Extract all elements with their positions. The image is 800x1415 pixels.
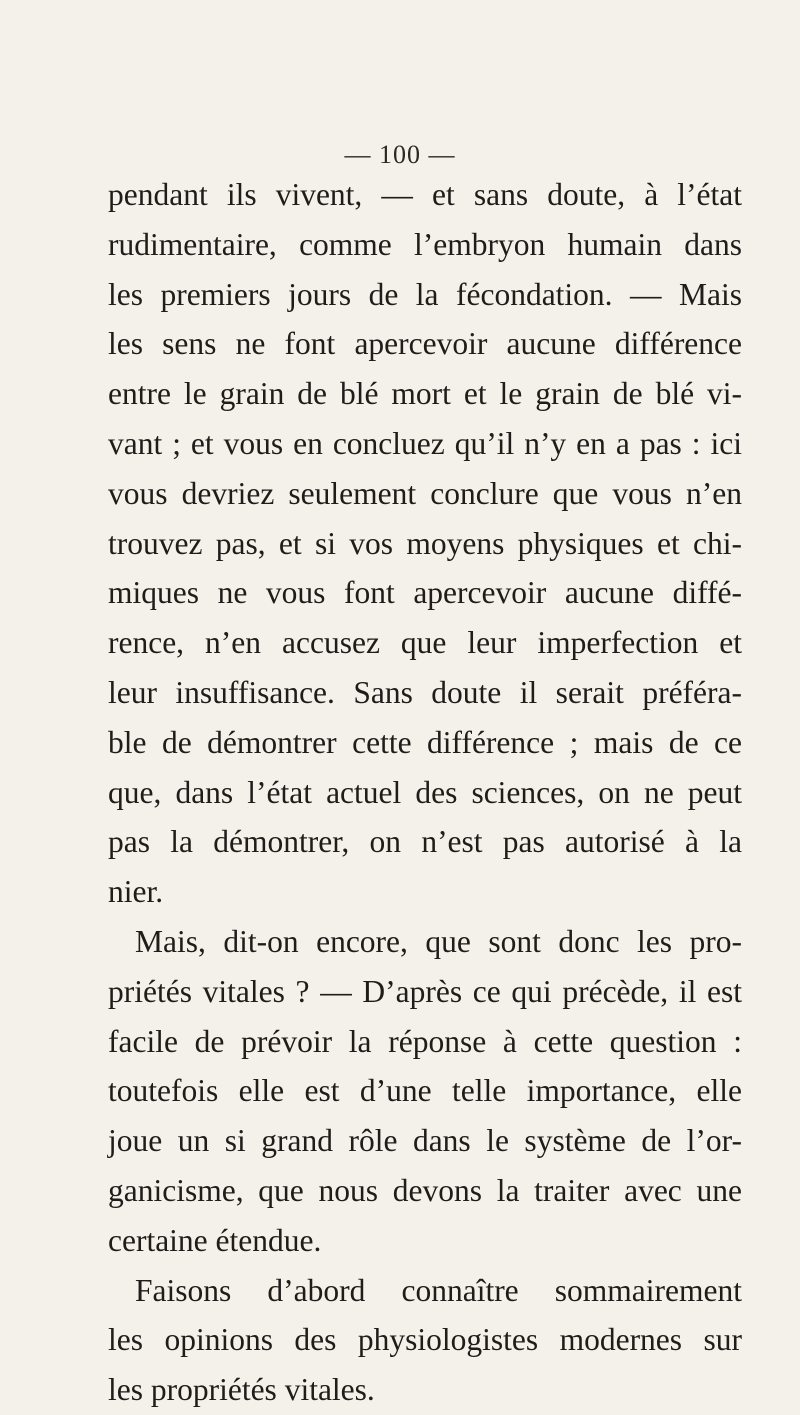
body-text — [108, 170, 742, 1415]
text-line: vous devriez seulement conclure que vous n’en — [108, 475, 742, 511]
text-line: vant ; et vous en concluez qu’il n’y en a pas : ici — [108, 425, 742, 461]
page-number: — 100 — — [344, 140, 456, 169]
text-line: les premiers jours de la fécondation. — Mais — [108, 276, 742, 312]
text-line: que, dans l’état actuel des sciences, on ne peut — [108, 774, 742, 810]
text-line: facile de prévoir la réponse à cette question : — [108, 1023, 742, 1059]
text-line: les propriétés vitales. — [108, 1372, 375, 1408]
text-line: joue un si grand rôle dans le système de l’or- — [108, 1123, 742, 1159]
text-line: priétés vitales ? — D’après ce qui précède, il est — [108, 973, 742, 1009]
text-line: nier. — [108, 874, 164, 910]
text-line: Mais, dit-on encore, que sont donc les pro- — [135, 923, 742, 959]
text-line: pas la démontrer, on n’est pas autorisé à la — [108, 824, 742, 860]
text-line: les sens ne font apercevoir aucune différence — [108, 326, 742, 362]
text-line: leur insuffisance. Sans doute il serait préféra- — [108, 674, 742, 710]
text-line: rudimentaire, comme l’embryon humain dans — [108, 226, 742, 262]
text-line: entre le grain de blé mort et le grain de blé vi- — [108, 376, 742, 412]
text-line: toutefois elle est d’une telle importance, elle — [108, 1073, 742, 1109]
text-line: trouvez pas, et si vos moyens physiques et chi- — [108, 525, 742, 561]
text-line: rence, n’en accusez que leur imperfection et — [108, 625, 742, 661]
text-line: Faisons d’abord connaître sommairement — [135, 1272, 742, 1308]
text-line: certaine étendue. — [108, 1222, 322, 1258]
text-line: ganicisme, que nous devons la traiter avec une — [108, 1172, 742, 1208]
text-line: les opinions des physiologistes modernes sur — [108, 1322, 742, 1358]
text-line: miques ne vous font apercevoir aucune diffé- — [108, 575, 742, 611]
text-line: pendant ils vivent, — et sans doute, à l’état — [108, 177, 742, 212]
text-line: ble de démontrer cette différence ; mais de ce — [108, 724, 742, 760]
